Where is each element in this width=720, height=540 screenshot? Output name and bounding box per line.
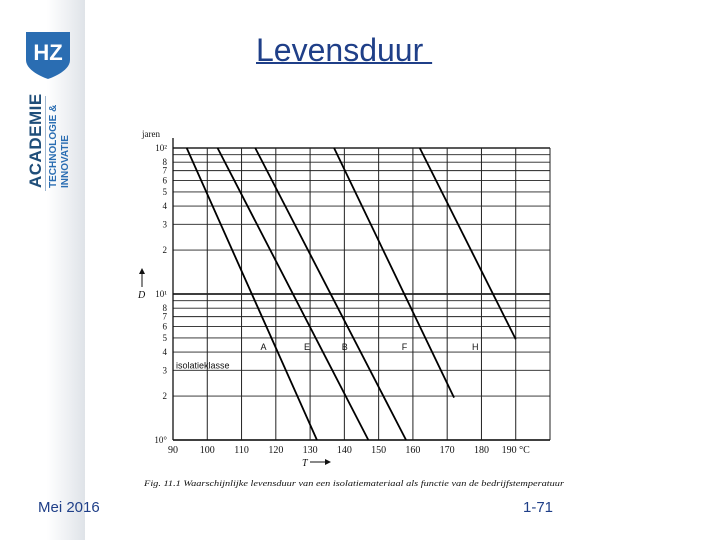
y-tick-label: 6 [162, 175, 167, 186]
hz-logo-icon [22, 30, 74, 80]
y-axis-symbol: D [138, 290, 146, 301]
x-tick-label: 170 [439, 445, 455, 456]
y-tick-label: 10° [154, 435, 167, 445]
y-tick-label: 7 [162, 165, 167, 176]
logo-text-academie: ACADEMIE [26, 93, 45, 188]
x-tick-label: 130 [302, 445, 318, 456]
y-tick-label: 10¹ [155, 289, 167, 299]
logo-monogram: HZ [33, 40, 63, 65]
series-label-b: B [341, 342, 348, 353]
y-tick-label: 4 [162, 347, 167, 358]
sidebar-branding [0, 0, 85, 540]
series-label-a: A [260, 342, 267, 353]
x-tick-label: 90 [168, 445, 178, 456]
footer-date: Mei 2016 [38, 499, 100, 516]
series-label-e: E [304, 342, 311, 353]
x-tick-label: 160 [405, 445, 421, 456]
logo-text-technologie: TECHNOLOGIE & [48, 104, 59, 188]
x-tick-label: 120 [268, 445, 284, 456]
series-label-h: H [472, 342, 479, 353]
y-axis-unit: jaren [142, 129, 160, 139]
x-axis-symbol: T [302, 458, 308, 469]
x-tick-label: 110 [234, 445, 249, 456]
y-tick-label: 5 [162, 332, 167, 343]
y-tick-label: 6 [162, 321, 167, 332]
y-tick-label: 5 [162, 186, 167, 197]
x-tick-label: 180 [473, 445, 489, 456]
y-tick-label: 8 [162, 303, 167, 314]
y-tick-label: 10² [155, 143, 167, 153]
chart-caption: Fig. 11.1 Waarschijnlijke levensduur van een isolatiemateriaal als functie van de bedrijfstemperatuur [142, 478, 565, 488]
y-tick-label: 3 [162, 219, 167, 230]
isolation-class-label: isolatieklasse [176, 360, 230, 371]
y-tick-label: 7 [162, 311, 167, 322]
slide-title: Levensduur [256, 32, 433, 68]
y-tick-label: 8 [162, 157, 167, 168]
x-tick-label: 140 [336, 445, 352, 456]
y-tick-label: 3 [162, 365, 167, 376]
x-tick-label: 190 °C [501, 445, 530, 456]
series-label-f: F [401, 342, 408, 353]
chart-background [130, 125, 580, 500]
lifetime-chart [130, 125, 580, 500]
x-tick-label: 100 [199, 445, 215, 456]
page-number: 1-71 [523, 499, 554, 516]
y-tick-label: 4 [162, 201, 167, 212]
x-tick-label: 150 [371, 445, 387, 456]
y-tick-label: 2 [162, 245, 167, 256]
y-tick-label: 2 [162, 391, 167, 402]
logo-text-innovatie: INNOVATIE [60, 135, 71, 188]
